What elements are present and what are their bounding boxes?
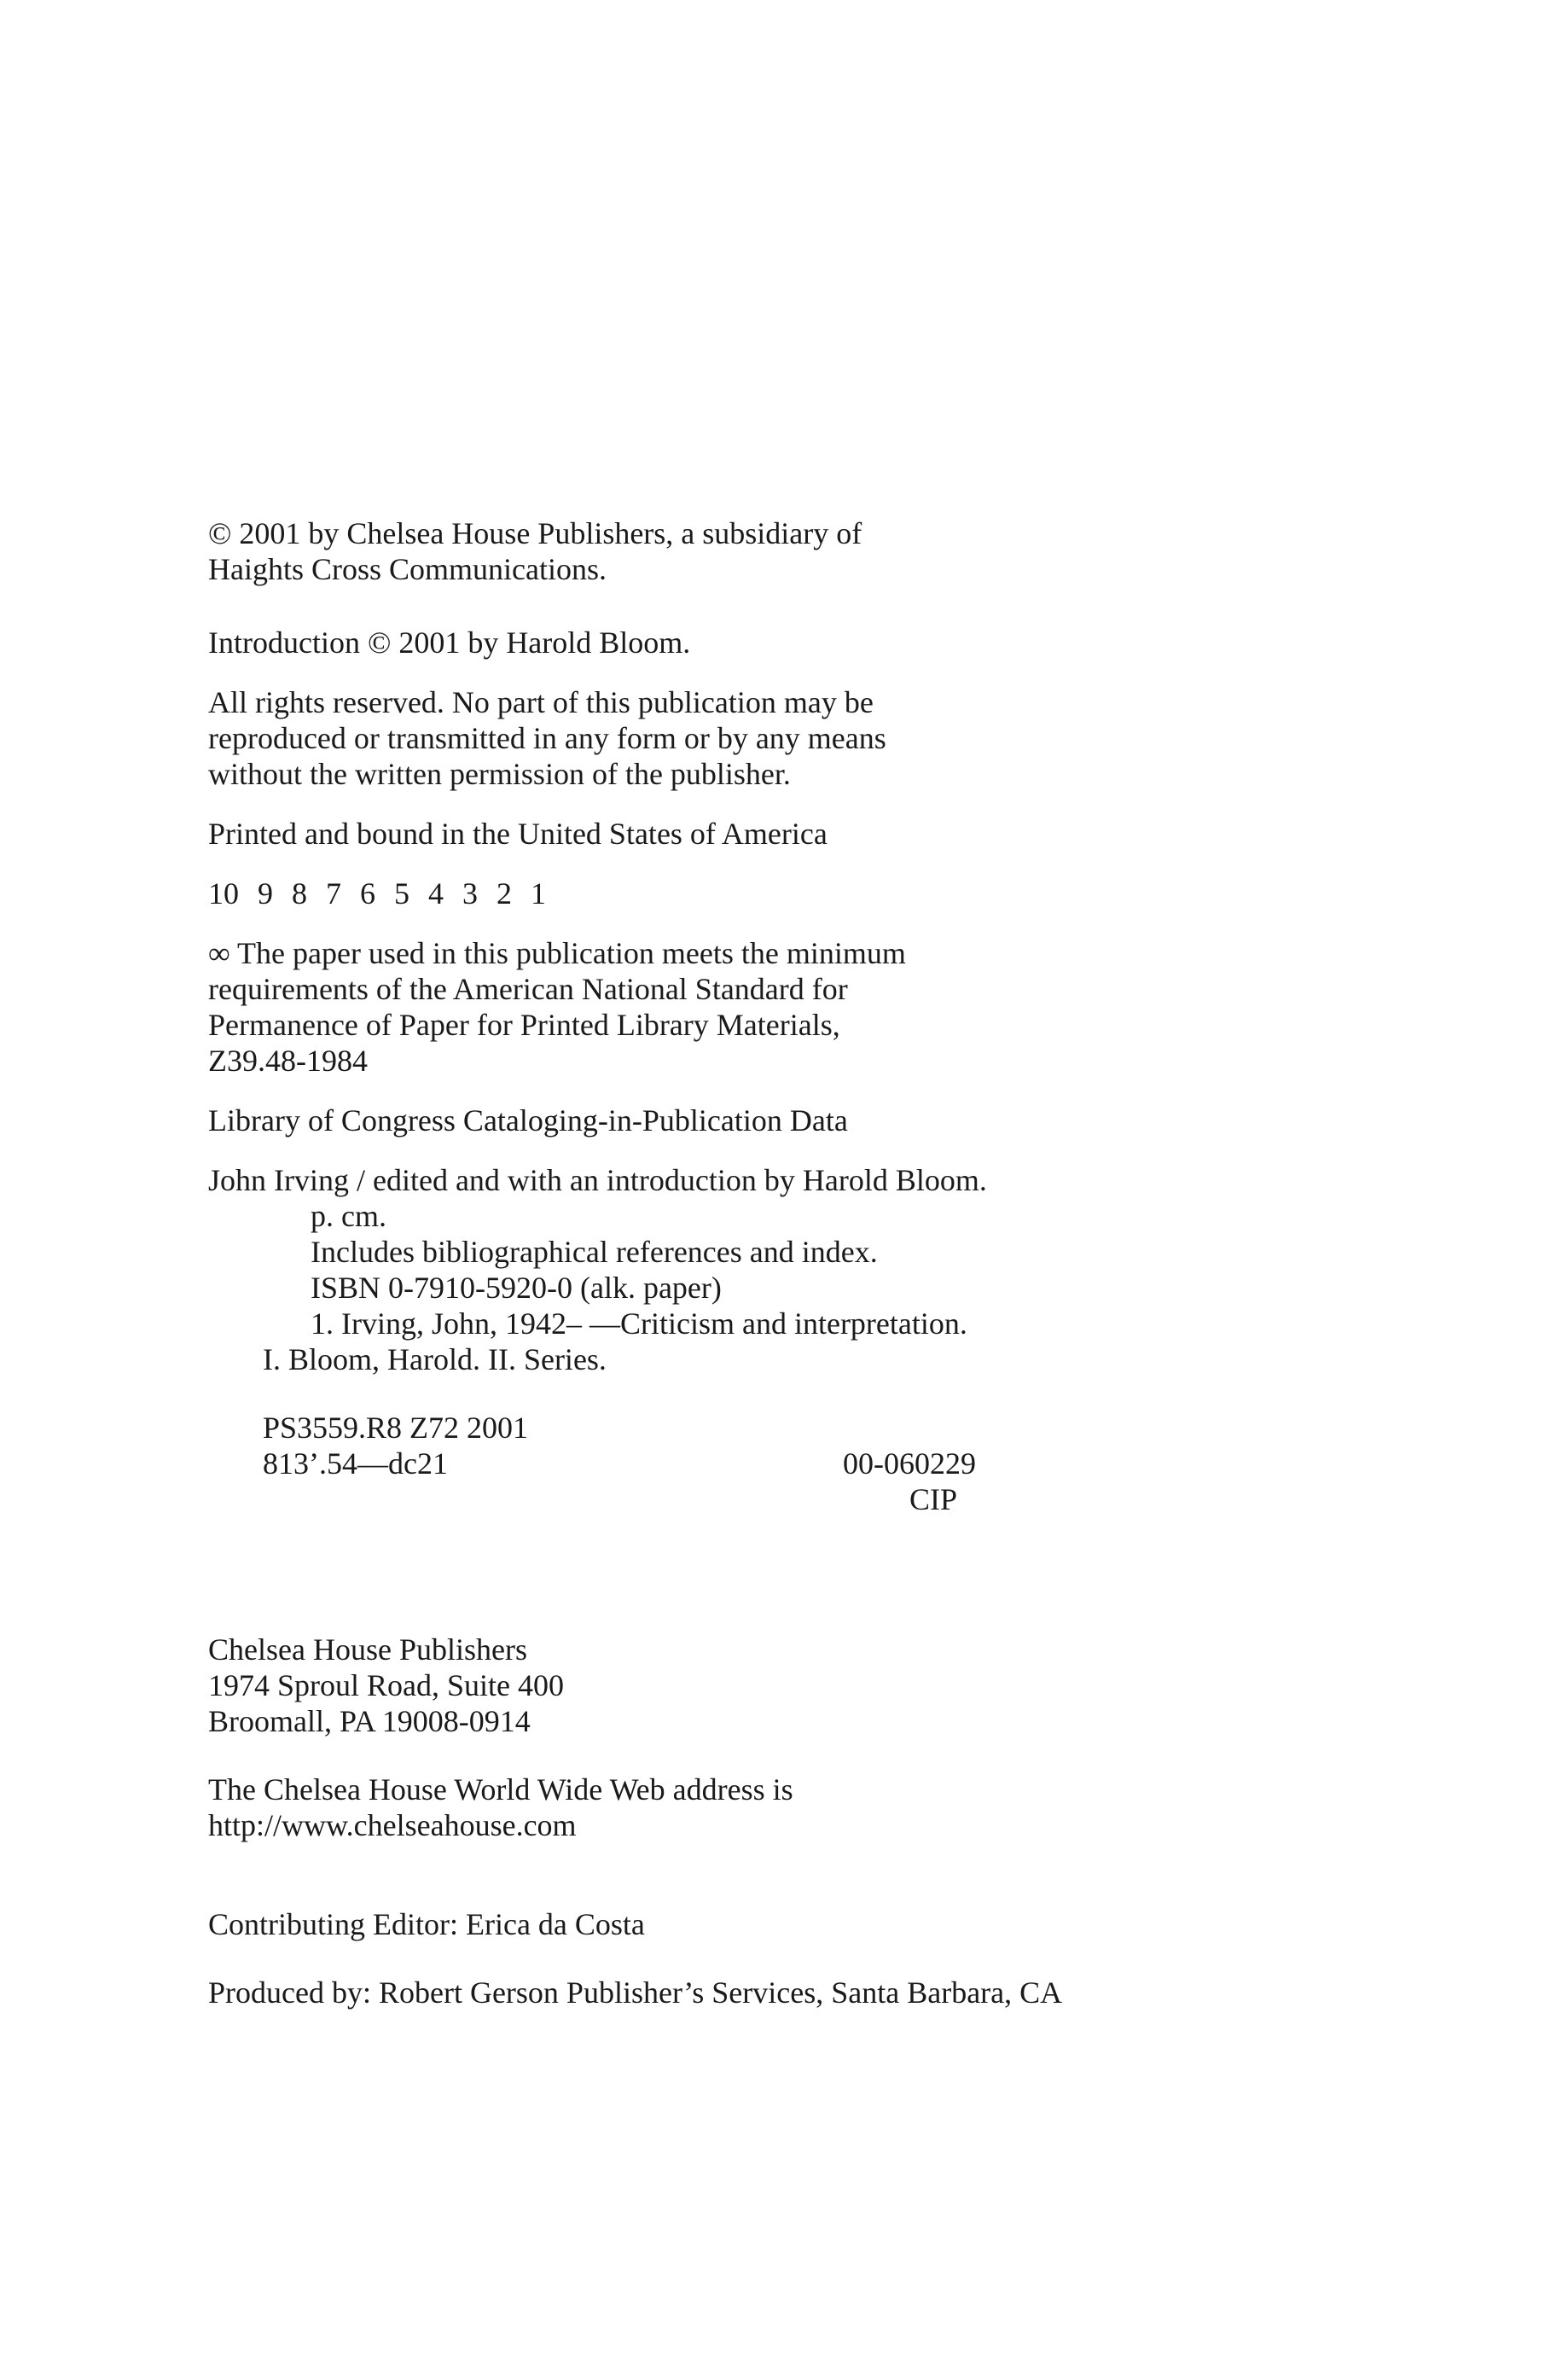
cip-tag: CIP	[909, 1482, 958, 1516]
web-address-line: The Chelsea House World Wide Web address is	[208, 1772, 793, 1807]
print-number-line	[208, 876, 565, 911]
print-number: 10	[208, 876, 239, 911]
cip-title-line: John Irving / edited and with an introduction by Harold Bloom.	[208, 1163, 987, 1197]
cip-lccn: 00-060229	[843, 1446, 976, 1481]
cip-dewey: 813’.54—dc21	[263, 1446, 448, 1481]
cip-pages: p. cm.	[311, 1199, 386, 1233]
publisher-city: Broomall, PA 19008-0914	[208, 1704, 531, 1738]
print-number: 7	[326, 876, 341, 911]
contributing-editor: Contributing Editor: Erica da Costa	[208, 1907, 645, 1941]
copyright-line-2: Haights Cross Communications.	[208, 552, 607, 586]
paper-line-3: Permanence of Paper for Printed Library Materials,	[208, 1008, 840, 1042]
cip-includes: Includes bibliographical references and index.	[311, 1235, 878, 1269]
produced-by: Produced by: Robert Gerson Publisher’s Services, Santa Barbara, CA	[208, 1975, 1063, 2010]
paper-line-4: Z39.48-1984	[208, 1044, 368, 1078]
paper-line-2: requirements of the American National Standard for	[208, 972, 848, 1006]
print-number: 1	[531, 876, 546, 911]
cip-subject: 1. Irving, John, 1942– —Criticism and interpretation.	[311, 1306, 967, 1341]
introduction-copyright: Introduction © 2001 by Harold Bloom.	[208, 625, 691, 660]
print-number: 9	[258, 876, 273, 911]
print-number: 4	[428, 876, 444, 911]
rights-line-1: All rights reserved. No part of this publication may be	[208, 685, 874, 719]
web-url: http://www.chelseahouse.com	[208, 1808, 577, 1842]
cip-call-number: PS3559.R8 Z72 2001	[263, 1411, 529, 1445]
rights-line-3: without the written permission of the publisher.	[208, 757, 791, 791]
print-number: 6	[360, 876, 375, 911]
print-number: 8	[292, 876, 307, 911]
cip-added-entries: I. Bloom, Harold. II. Series.	[263, 1342, 607, 1376]
publisher-street: 1974 Sproul Road, Suite 400	[208, 1668, 565, 1702]
print-number: 2	[497, 876, 512, 911]
print-number: 5	[394, 876, 409, 911]
printed-statement: Printed and bound in the United States of America	[208, 817, 828, 851]
cip-isbn: ISBN 0-7910-5920-0 (alk. paper)	[311, 1271, 722, 1305]
print-number: 3	[462, 876, 478, 911]
paper-line-1: ∞ The paper used in this publication meets the minimum	[208, 936, 906, 970]
rights-line-2: reproduced or transmitted in any form or by any means	[208, 721, 886, 755]
copyright-line-1: © 2001 by Chelsea House Publishers, a subsidiary of	[208, 516, 862, 550]
cip-heading: Library of Congress Cataloging-in-Publication Data	[208, 1103, 848, 1137]
publisher-name: Chelsea House Publishers	[208, 1632, 527, 1667]
